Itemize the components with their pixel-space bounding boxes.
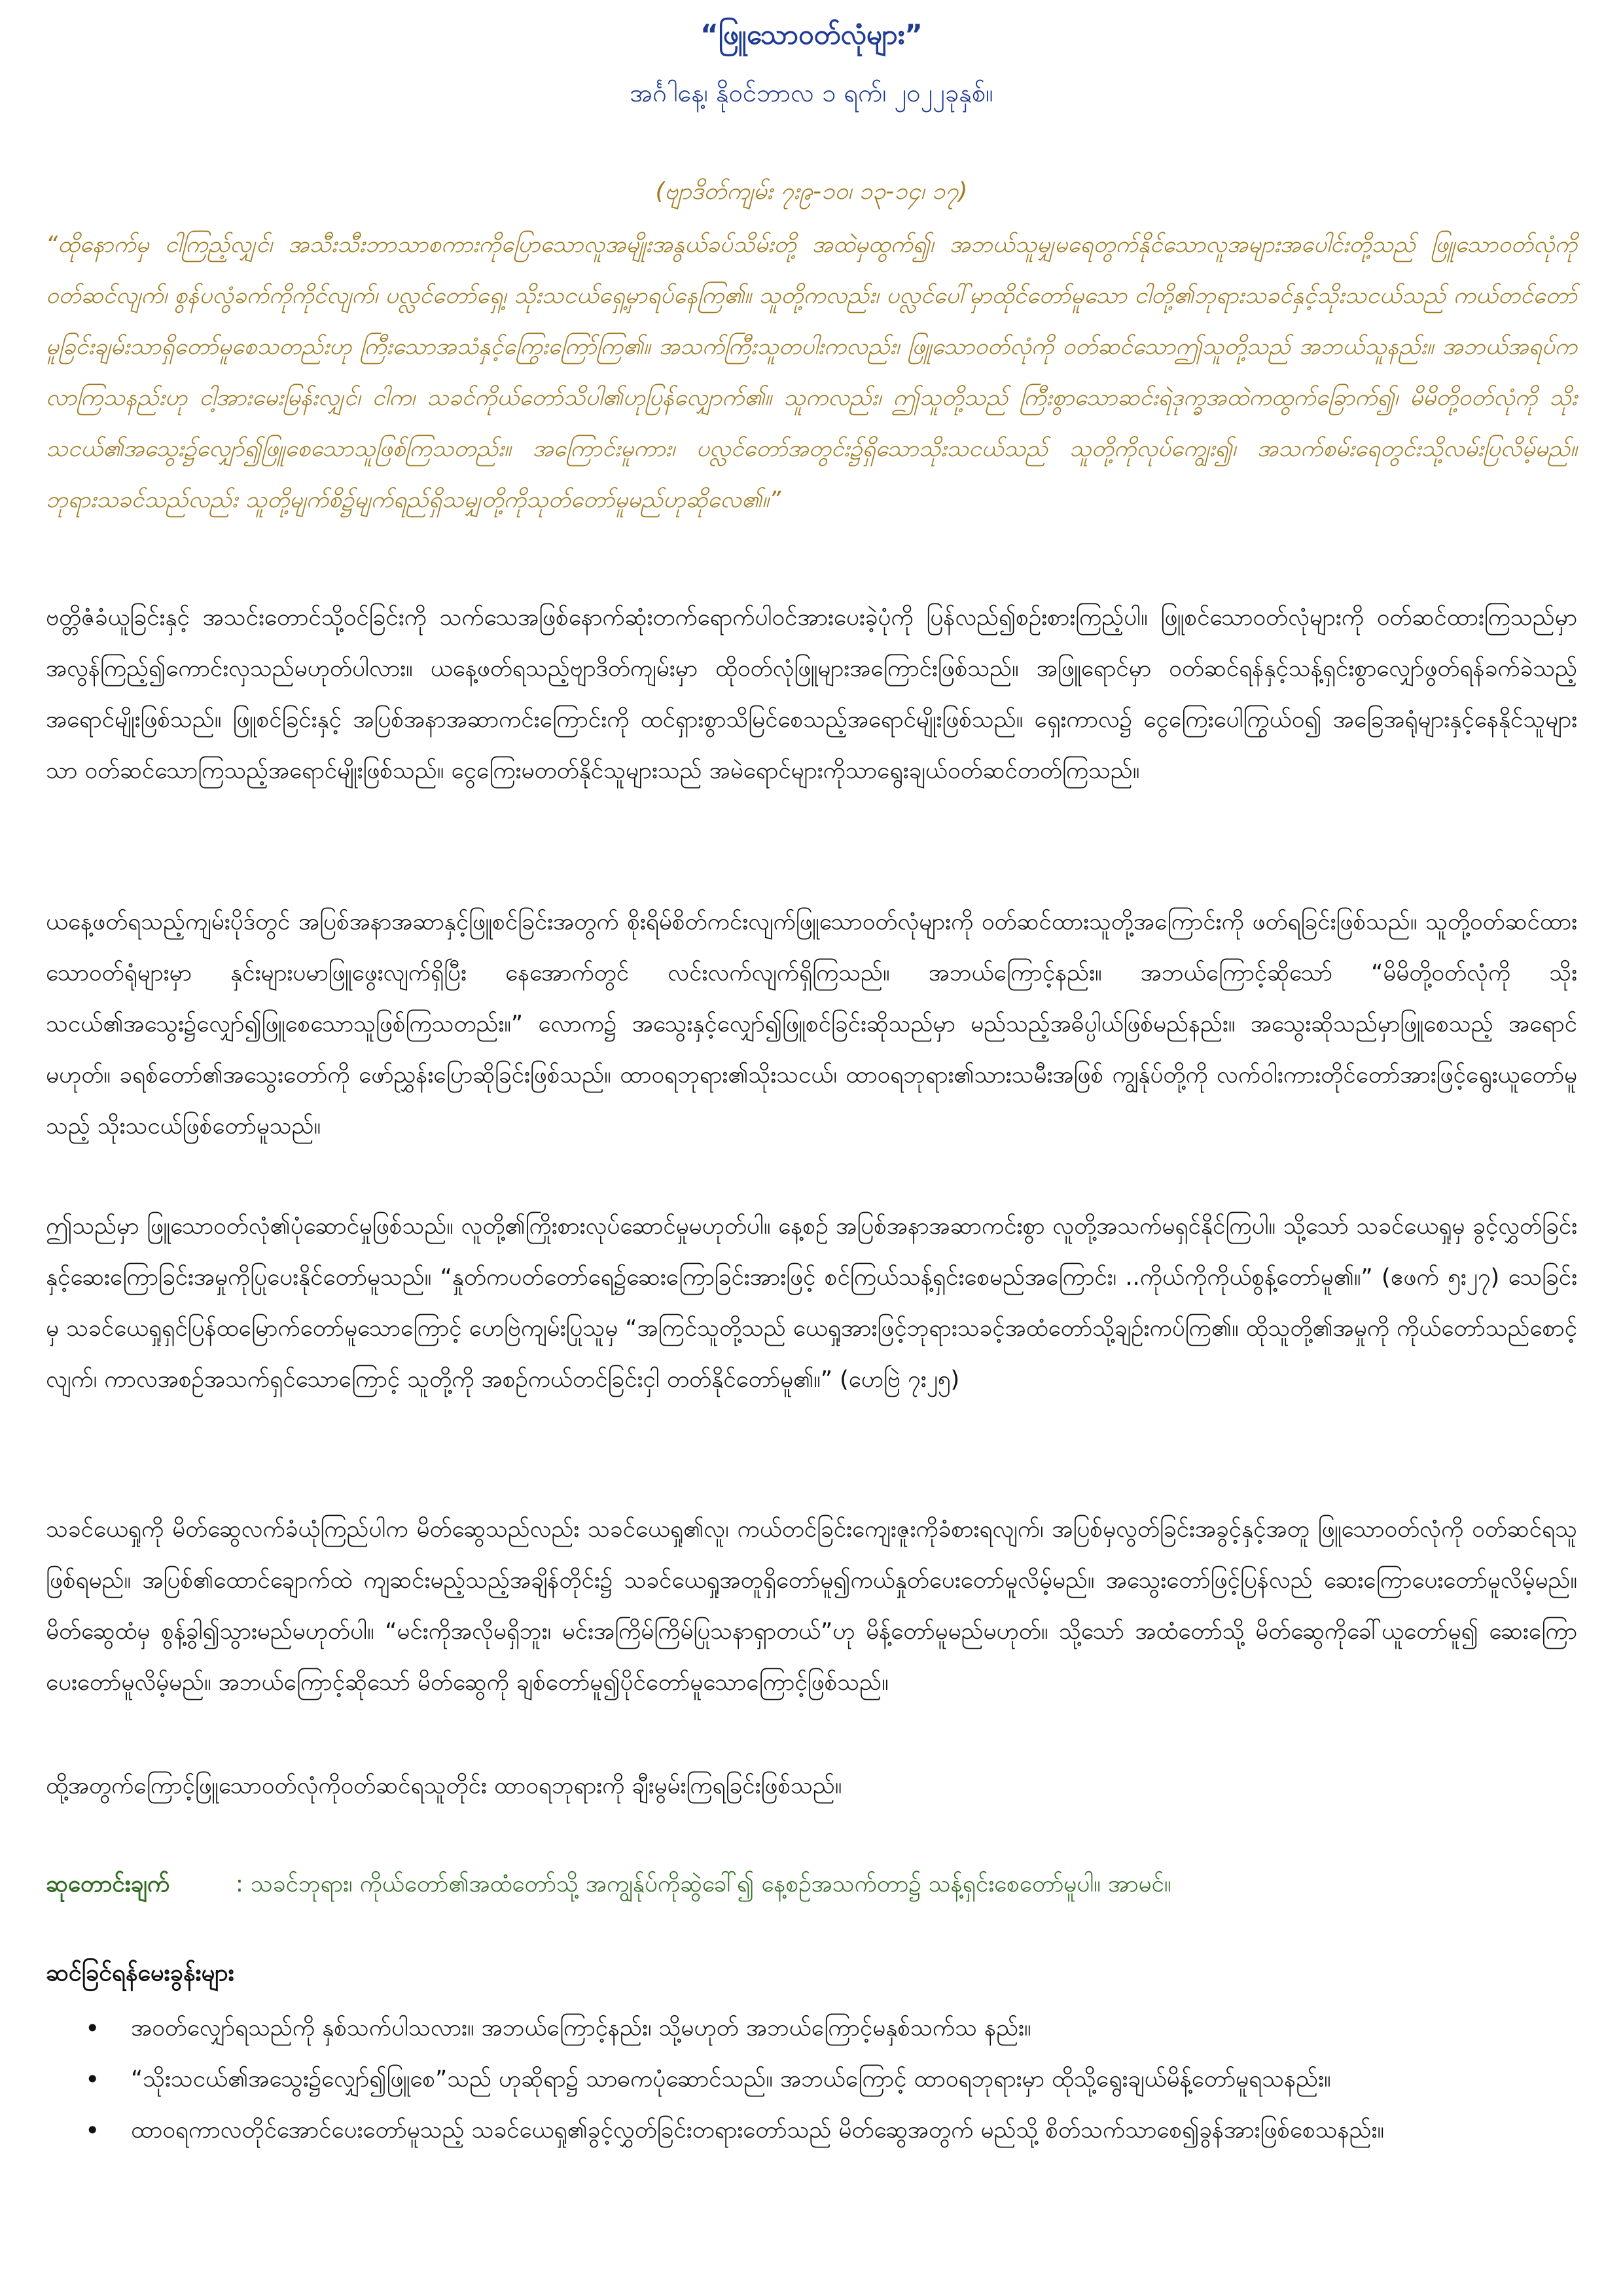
prayer-label: ဆုတောင်းချက် [46,1871,170,1897]
list-item [46,2003,1577,2054]
bullet-icon: • [85,2065,100,2094]
question-text: အဝတ်လျှော်ရသည်ကို နှစ်သက်ပါသလား။ အဘယ်ကြောင့်နည်း၊ သို့မဟုတ် အဘယ်ကြောင့်မနှစ်သက်သ နည်း။ [131,2015,1031,2041]
body-paragraph-5: ထို့အတွက်ကြောင့်ဖြူသောဝတ်လုံကိုဝတ်ဆင်ရသူတိုင်း ထာဝရဘုရားကို ချီးမွမ်းကြရခြင်းဖြစ်သည်။ [46,1773,842,1799]
page-date: အင်္ဂါနေ့၊ နိုဝင်ဘာလ ၁ ရက်၊ ၂၀၂၂ခုနှစ်။ [630,79,993,107]
body-paragraph-1: ဗတ္တိဇံခံယူခြင်းနှင့် အသင်းတောင်သို့ဝင်ခြင်းကို သက်သေအဖြစ်နောက်ဆုံးတက်ရောက်ပါဝင်အားပေးခဲ့ပုံကို ပြန်လည်၍စဉ်းစားကြည့်ပါ။ ဖြူစင်သောဝတ်လုံများကို ဝတ်ဆင်ထားကြသည်မှာအလွန်ကြည့်၍ကောင်းလှသည်မဟုတ်ပါလား။ ယနေ့ဖတ်ရသည့်ဗျာဒိတ်ကျမ်းမှာ ထိုဝတ်လုံဖြူများအကြောင်းဖြစ်သည်။ အဖြူရောင်မှာ ဝတ်ဆင်ရန်နှင့်သန့်ရှင်းစွာလျှော်ဖွတ်ရန်ခက်ခဲသည့်အရောင်မျိုးဖြစ်သည်။ ဖြူစင်ခြင်းနှင့် အပြစ်အနာအဆာကင်းကြောင်းကို ထင်ရှားစွာသိမြင်စေသည့်အရောင်မျိုးဖြစ်သည်။ ရှေးကာလ၌ ငွေကြေးပေါကြွယ်ဝ၍ အခြေအရုံများနှင့်နေနိုင်သူများသာ ဝတ်ဆင်သောကြသည့်အရောင်မျိုးဖြစ်သည်။ ငွေကြေးမတတ်နိုင်သူများသည် အမဲရောင်များကိုသာရွေးချယ်ဝတ်ဆင်တတ်ကြသည်။ [46,605,1577,784]
body-paragraph-4: သခင်ယေရှုကို မိတ်ဆွေလက်ခံယုံကြည်ပါက မိတ်ဆွေသည်လည်း သခင်ယေရှု၏လူ၊ ကယ်တင်ခြင်းကျေးဇူးကိုခံစားရလျက်၊ အပြစ်မှလွတ်ခြင်းအခွင့်နှင့်အတူ ဖြူသောဝတ်လုံကို ဝတ်ဆင်ရသူဖြစ်ရမည်။ အပြစ်၏ထောင်ချောက်ထဲ ကျဆင်းမည့်သည့်အချိန်တိုင်း၌ သခင်ယေရှုအတူရှိတော်မူ၍ကယ်နှုတ်ပေးတော်မူလိမ့်မည်။ အသွေးတော်ဖြင့်ပြန်လည် ဆေးကြောပေးတော်မူလိမ့်မည်။ မိတ်ဆွေထံမှ စွန့်ခွါ၍သွားမည်မဟုတ်ပါ။ “မင်းကိုအလိုမရှိဘူး၊ မင်းအကြိမ်ကြိမ်ပြုသနာရှာတယ်”ဟု မိန့်တော်မူမည်မဟုတ်။ သို့သော် အထံတော်သို့ မိတ်ဆွေကိုခေါ်ယူတော်မူ၍ ဆေးကြောပေးတော်မူလိမ့်မည်။ အဘယ်ကြောင့်ဆိုသော် မိတ်ဆွေကို ချစ်တော်မူ၍ပိုင်တော်မူသောကြောင့်ဖြစ်သည်။ [46,1516,1577,1696]
scripture-reference: (ဗျာဒိတ်ကျမ်း ၇း၉-၁၀၊ ၁၃-၁၄၊ ၁၇) [655,178,968,205]
list-item [46,2105,1577,2156]
questions-title: ဆင်ခြင်ရန်မေးခွန်းများ [46,1960,234,1986]
question-text: “သိုးသငယ်၏အသွေး၌လျှော်၍ဖြူစေ”သည် ဟုဆိုရာ၌ သာဓကပုံဆောင်သည်။ အဘယ်ကြောင့် ထာဝရဘုရားမှာ ထိုသို့ရွေးချယ်မိန့်တော်မူရသနည်း။ [131,2066,1331,2092]
scripture-text: “ထိုနောက်မှ ငါကြည့်လျှင်၊ အသီးသီးဘာသာစကားကိုပြောသောလူအမျိုးအနွယ်ခပ်သိမ်းတို့ အထဲမှထွက်၍၊ အဘယ်သူမျှမရေတွက်နိုင်သောလူအများအပေါင်းတို့သည် ဖြူသောဝတ်လုံကိုဝတ်ဆင်လျက်၊ စွန်ပလွံခက်ကိုကိုင်လျက်၊ ပလ္လင်တော်ရှေ့၊ သိုးသငယ်ရှေ့မှာရပ်နေကြ၏။ သူတို့ကလည်း၊ ပလ္လင်ပေါ်မှာထိုင်တော်မူသော ငါတို့၏ဘုရားသခင်နှင့်သိုးသငယ်သည် ကယ်တင်တော်မူခြင်းချမ်းသာရှိတော်မူစေသတည်းဟု ကြီးသောအသံနှင့်ကြွေးကြော်ကြ၏။ အသက်ကြီးသူတပါးကလည်း၊ ဖြူသောဝတ်လုံကို ဝတ်ဆင်သောဤသူတို့သည် အဘယ်သူနည်း။ အဘယ်အရပ်ကလာကြသနည်းဟု ငါ့အားမေးမြန်းလျှင်၊ ငါက၊ သခင်ကိုယ်တော်သိပါ၏ဟုပြန်လျှောက်၏။ သူကလည်း၊ ဤသူတို့သည် ကြီးစွာသောဆင်းရဲဒုက္ခအထဲကထွက်ခြောက်၍၊ မိမိတို့ဝတ်လုံကို သိုးသငယ်၏အသွေး၌လျှော်၍ဖြူစေသောသူဖြစ်ကြသတည်း။ အကြောင်းမူကား၊ ပလ္လင်တော်အတွင်း၌ရှိသောသိုးသငယ်သည် သူတို့ကိုလုပ်ကျွေး၍၊ အသက်စမ်းရေတွင်းသို့လမ်းပြလိမ့်မည်။ ဘုရားသခင်သည်လည်း သူတို့မျက်စိ၌မျက်ရည်ရှိသမျှတို့ကိုသုတ်တော်မူမည်ဟုဆိုလေ၏။” [46,232,1577,513]
bullet-icon: • [85,2014,100,2043]
prayer-section [46,1859,1577,1910]
body-paragraph-3: ဤသည်မှာ ဖြူသောဝတ်လုံ၏ပုံဆောင်မှုဖြစ်သည်။ လူတို့၏ကြိုးစားလုပ်ဆောင်မှုမဟုတ်ပါ။ နေ့စဉ် အပြစ်အနာအဆာကင်းစွာ လူတို့အသက်မရှင်နိုင်ကြပါ။ သို့သော် သခင်ယေရှုမှ ခွင့်လွှတ်ခြင်းနှင့်ဆေးကြောခြင်းအမှုကိုပြုပေးနိုင်တော်မူသည်။ “နှုတ်ကပတ်တော်ရေ၌ဆေးကြောခြင်းအားဖြင့် စင်ကြယ်သန့်ရှင်းစေမည်အကြောင်း၊ ..ကိုယ်ကိုကိုယ်စွန့်တော်မူ၏။” (ဧဖက် ၅း၂၇) သေခြင်းမှ သခင်ယေရှုရှင်ပြန်ထမြောက်တော်မူသောကြောင့် ဟေဗြဲကျမ်းပြုသူမှ “အကြင်သူတို့သည် ယေရှုအားဖြင့်ဘုရားသခင့်အထံတော်သို့ချဉ်းကပ်ကြ၏။ ထိုသူတို့၏အမှုကို ကိုယ်တော်သည်စောင့်လျက်၊ ကာလအစဉ်အသက်ရှင်သောကြောင့် သူတို့ကို အစဉ်ကယ်တင်ခြင်းငှါ တတ်နိုင်တော်မူ၏။” (ဟေဗြဲ ၇း၂၅) [46,1213,1577,1393]
body-paragraph-2: ယနေ့ဖတ်ရသည့်ကျမ်းပိုဒ်တွင် အပြစ်အနာအဆာနှင့်ဖြူစင်ခြင်းအတွက် စိုးရိမ်စိတ်ကင်းလျက်ဖြူသောဝတ်လုံများကို ဝတ်ဆင်ထားသူတို့အကြောင်းကို ဖတ်ရခြင်းဖြစ်သည်။ သူတို့ဝတ်ဆင်ထားသောဝတ်ရုံများမှာ နှင်းများပမာဖြူဖွေးလျက်ရှိပြီး နေအောက်တွင် လင်းလက်လျက်ရှိကြသည်။ အဘယ်ကြောင့်နည်း။ အဘယ်ကြောင့်ဆိုသော် “မိမိတို့ဝတ်လုံကို သိုးသငယ်၏အသွေး၌လျှော်၍ဖြူစေသောသူဖြစ်ကြသတည်း။” လောက၌ အသွေးနှင့်လျှော်၍ဖြူစင်ခြင်းဆိုသည်မှာ မည်သည့်အဓိပ္ပါယ်ဖြစ်မည်နည်း။ အသွေးဆိုသည်မှာဖြူစေသည့် အရောင်မဟုတ်။ ခရစ်တော်၏အသွေးတော်ကို ဖော်ညွှန်းပြောဆိုခြင်းဖြစ်သည်။ ထာဝရဘုရား၏သိုးသငယ်၊ ထာဝရဘုရား၏သားသမီးအဖြစ် ကျွန်ုပ်တို့ကို လက်ဝါးကားတိုင်တော်အားဖြင့်ရွေးယူတော်မူသည့် သိုးသငယ်ဖြစ်တော်မူသည်။ [46,909,1577,1139]
bullet-icon: • [85,2116,100,2145]
prayer-text: : သခင်ဘုရား၊ ကိုယ်တော်၏အထံတော်သို့ အကျွန်ုပ်ကိုဆွဲခေါ်၍ နေ့စဉ်အသက်တာ၌ သန့်ရှင်းစေတော်မူပါ။ အာမင်။ [236,1871,1171,1897]
list-item [46,2054,1577,2105]
questions-list [46,2003,1577,2156]
question-text: ထာဝရကာလတိုင်အောင်ပေးတော်မူသည့် သခင်ယေရှု၏ခွင့်လွှတ်ခြင်းတရားတော်သည် မိတ်ဆွေအတွက် မည်သို့ စိတ်သက်သာစေ၍ခွန်အားဖြစ်စေသနည်း။ [131,2117,1384,2144]
page-title: “ဖြူသောဝတ်လုံများ” [700,18,923,50]
